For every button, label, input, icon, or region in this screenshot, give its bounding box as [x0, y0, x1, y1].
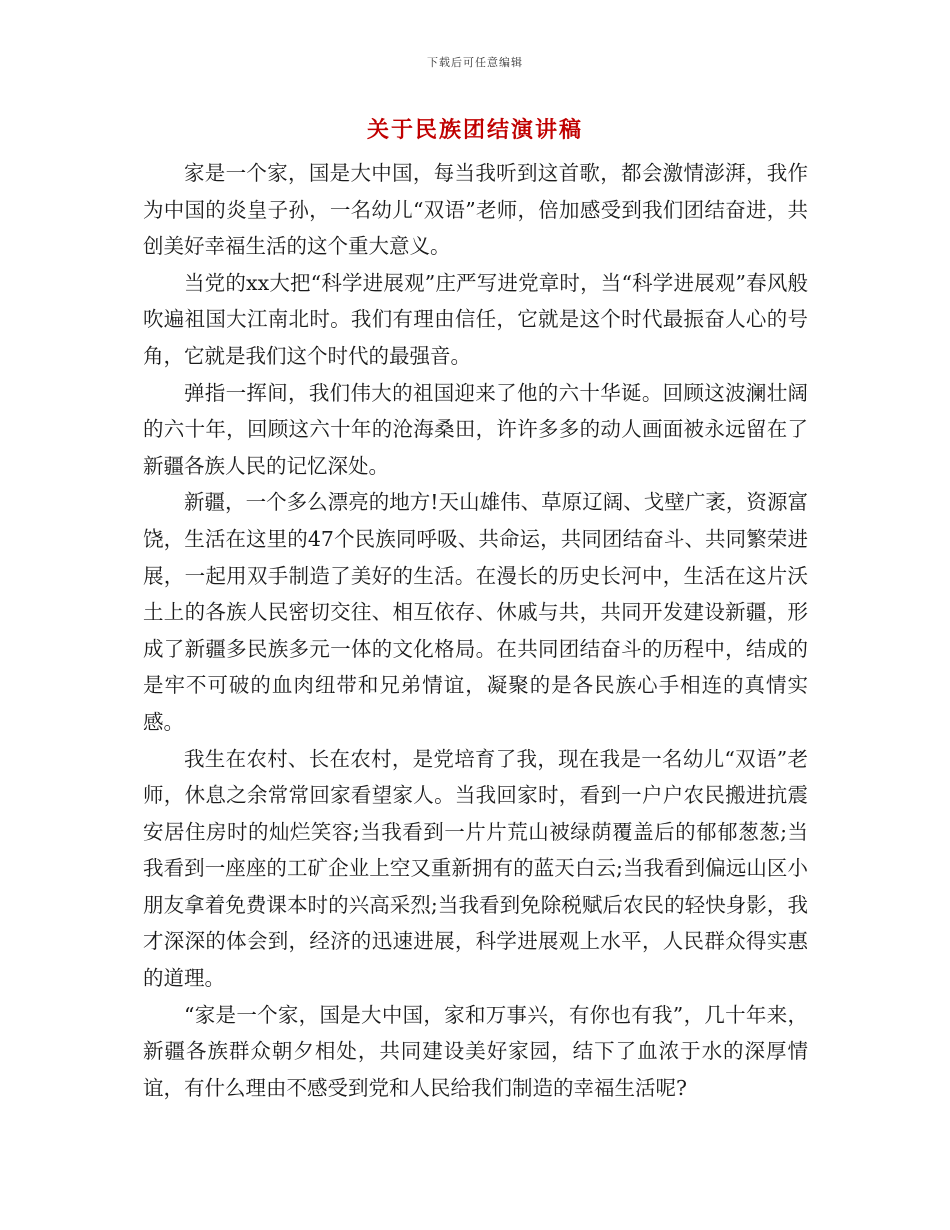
paragraph-4: 新疆，一个多么漂亮的地方!天山雄伟、草原辽阔、戈壁广袤，资源富饶，生活在这里的47个民族同呼吸、共命运，共同团结奋斗、共同繁荣进展，一起用双手制造了美好的生活。在漫长的历史长河中，生活在这片沃土上的各族人民密切交往、相互依存、休戚与共，共同开发建设新疆，形成了新疆多民族多元一体的文化格局。在共同团结奋斗的历程中，结成的是牢不可破的血肉纽带和兄弟情谊，凝聚的是各民族心手相连的真情实感。: [143, 490, 808, 734]
paragraph-2: 当党的xx大把“科学进展观”庄严写进党章时，当“科学进展观”春风般吹遍祖国大江南北时。我们有理由信任，它就是这个时代最振奋人心的号角，它就是我们这个时代的最强音。: [143, 270, 808, 368]
document-body: [143, 155, 808, 1106]
paragraph-6: “家是一个家，国是大中国，家和万事兴，有你也有我”，几十年来，新疆各族群众朝夕相处，共同建设美好家园，结下了血浓于水的深厚情谊，有什么理由不感受到党和人民给我们制造的幸福生活呢?: [143, 1002, 808, 1100]
paragraph-1: 家是一个家，国是大中国，每当我听到这首歌，都会激情澎湃，我作为中国的炎皇子孙，一名幼儿“双语”老师，倍加感受到我们团结奋进，共创美好幸福生活的这个重大意义。: [143, 161, 808, 259]
paragraph-3: 弹指一挥间，我们伟大的祖国迎来了他的六十华诞。回顾这波澜壮阔的六十年，回顾这六十年的沧海桑田，许许多多的动人画面被永远留在了新疆各族人民的记忆深处。: [143, 380, 808, 478]
header-note: 下载后可任意编辑: [427, 56, 523, 69]
paragraph-5: 我生在农村、长在农村，是党培育了我，现在我是一名幼儿“双语”老师，休息之余常常回家看望家人。当我回家时，看到一户户农民搬进抗震安居住房时的灿烂笑容;当我看到一片片荒山被绿荫覆盖后的郁郁葱葱;当我看到一座座的工矿企业上空又重新拥有的蓝天白云;当我看到偏远山区小朋友拿着免费课本时的兴高采烈;当我看到免除税赋后农民的轻快身影，我才深深的体会到，经济的迅速进展，科学进展观上水平，人民群众得实惠的道理。: [143, 746, 808, 991]
document-title: 关于民族团结演讲稿: [366, 118, 583, 143]
